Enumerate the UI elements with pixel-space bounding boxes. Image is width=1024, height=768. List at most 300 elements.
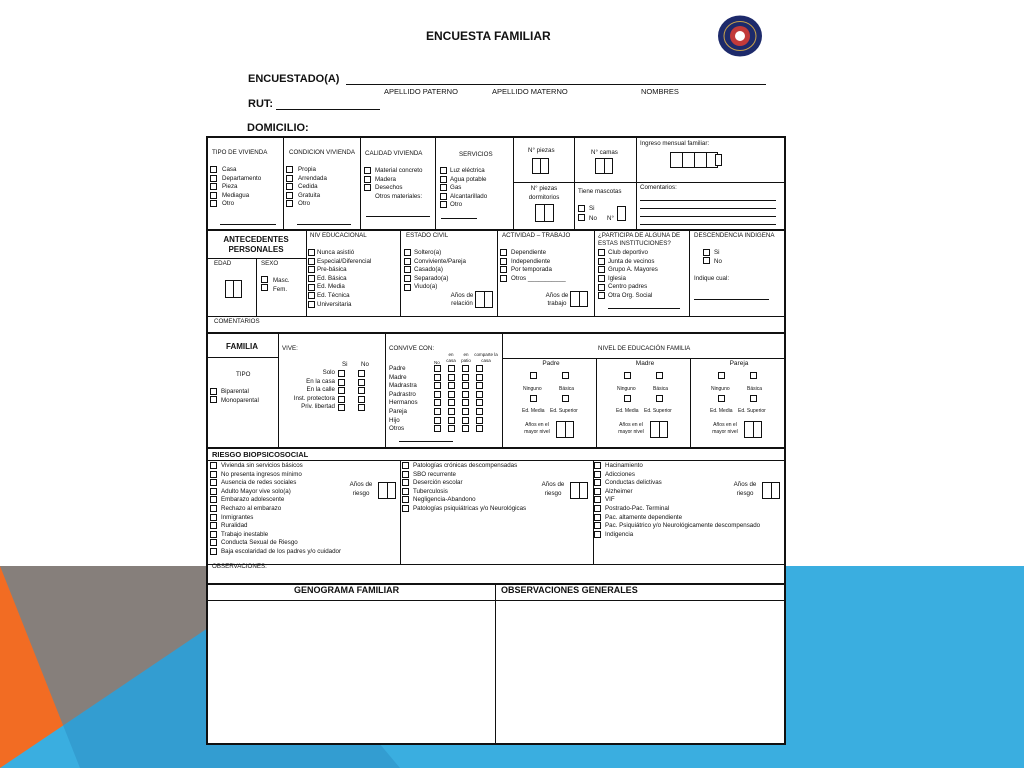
checkbox[interactable] xyxy=(476,417,483,424)
list-item: Mediagua xyxy=(222,191,250,199)
ninguno-label: Ninguno xyxy=(523,386,542,392)
checkbox[interactable] xyxy=(434,374,441,381)
checkbox[interactable] xyxy=(210,531,217,538)
indigena-title: DESCENDENCIA INDIGENA xyxy=(694,232,775,239)
list-item: Dependiente xyxy=(511,249,547,256)
checkbox[interactable] xyxy=(462,408,469,415)
camas-label: N° camas xyxy=(591,149,618,156)
niv-educacional-list xyxy=(317,249,371,309)
checkbox[interactable] xyxy=(358,404,365,411)
list-item: En la calle xyxy=(306,386,335,394)
list-item: Otro xyxy=(222,200,235,208)
checkbox[interactable] xyxy=(624,372,631,379)
checkbox[interactable] xyxy=(308,292,315,299)
list-item: Viudo(a) xyxy=(414,283,438,291)
nivel-col-padre: Padre xyxy=(542,360,560,367)
checkbox[interactable] xyxy=(718,395,725,402)
list-item: Nunca asistió xyxy=(317,249,355,256)
checkbox[interactable] xyxy=(476,391,483,398)
checkbox[interactable] xyxy=(308,249,315,256)
list-item: Otro xyxy=(450,201,463,209)
list-item: Deserción escolar xyxy=(413,479,463,487)
checkbox[interactable] xyxy=(440,184,447,191)
list-item: Gratuita xyxy=(298,191,321,199)
list-item: Club deportivo xyxy=(608,249,648,256)
tipo-vivienda-title: TIPO DE VIVIENDA xyxy=(212,149,268,156)
list-item: Madrastra xyxy=(389,382,417,390)
checkbox[interactable] xyxy=(448,425,455,432)
list-item: Otro xyxy=(298,200,311,208)
list-item: Monoparental xyxy=(221,396,259,404)
antecedentes-title: ANTECEDENTES PERSONALES xyxy=(223,235,289,254)
checkbox[interactable] xyxy=(530,372,537,379)
list-item: Masc. xyxy=(273,277,290,284)
checkbox[interactable] xyxy=(598,284,605,291)
list-item: No xyxy=(714,257,722,265)
checkbox[interactable] xyxy=(462,382,469,389)
mascotas-label: Tiene mascotas xyxy=(578,188,622,195)
checkbox[interactable] xyxy=(656,372,663,379)
ed-media-label: Ed. Media xyxy=(616,408,639,414)
checkbox[interactable] xyxy=(402,479,409,486)
checkbox[interactable] xyxy=(404,284,411,291)
ninguno-label: Ninguno xyxy=(711,386,730,392)
list-item: Pac. Psiquiátrico y/o Neurológicamente descompensado xyxy=(605,522,761,530)
vive-si: Si xyxy=(342,361,348,368)
checkbox[interactable] xyxy=(308,284,315,291)
list-item: Madera xyxy=(375,175,396,183)
checkbox[interactable] xyxy=(598,249,605,256)
checkbox[interactable] xyxy=(358,370,365,377)
observaciones-label: OBSERVACIONES: xyxy=(212,563,267,570)
checkbox[interactable] xyxy=(476,408,483,415)
list-item: Arrendada xyxy=(298,174,327,182)
checkbox[interactable] xyxy=(210,175,217,182)
rut-label: RUT: xyxy=(248,98,274,110)
list-item: Grupo A. Mayores xyxy=(608,266,658,274)
list-item: VIF xyxy=(605,496,615,504)
domicilio-label: DOMICILIO: xyxy=(247,122,309,134)
checkbox[interactable] xyxy=(210,522,217,529)
list-item: Adulto Mayor vive solo(a) xyxy=(221,487,291,495)
list-item: Negligencia-Abandono xyxy=(413,496,476,504)
list-item: Independiente xyxy=(511,257,551,265)
condicion-vivienda-title: CONDICION VIVIENDA xyxy=(289,149,356,156)
list-item: Soltero(a) xyxy=(414,249,442,256)
checkbox[interactable] xyxy=(286,192,293,199)
checkbox[interactable] xyxy=(286,166,293,173)
list-item: Tuberculosis xyxy=(413,487,448,495)
checkbox[interactable] xyxy=(594,488,601,495)
list-item: Universitaria xyxy=(317,300,352,308)
servicios-title: SERVICIOS xyxy=(459,151,493,158)
checkbox[interactable] xyxy=(448,408,455,415)
nivel-col-madre: Madre xyxy=(635,360,655,367)
niv-educacional-title: NIV EDUCACIONAL xyxy=(310,232,367,239)
checkbox[interactable] xyxy=(210,548,217,555)
convive-head-casa: en casa xyxy=(446,352,456,363)
piezas-label: N° piezas xyxy=(528,147,555,154)
checkbox[interactable] xyxy=(364,184,371,191)
checkbox[interactable] xyxy=(440,201,447,208)
estado-civil-list xyxy=(414,249,466,292)
ingreso-input-end[interactable] xyxy=(715,154,722,166)
checkbox[interactable] xyxy=(500,275,507,282)
tipo-label: TIPO xyxy=(236,371,251,378)
form-title: ENCUESTA FAMILIAR xyxy=(426,29,551,43)
checkbox[interactable] xyxy=(358,379,365,386)
checkbox[interactable] xyxy=(462,374,469,381)
list-item: Inmigrantes xyxy=(221,513,254,521)
list-item: Alzheimer xyxy=(605,487,633,495)
mascotas-no: No xyxy=(589,215,597,222)
checkbox[interactable] xyxy=(578,214,585,221)
checkbox[interactable] xyxy=(210,183,217,190)
survey-form xyxy=(206,136,786,745)
apellido-paterno-label: APELLIDO PATERNO xyxy=(384,87,458,96)
list-item: Por temporada xyxy=(511,266,552,274)
ninguno-label: Ninguno xyxy=(617,386,636,392)
list-item: Pac. altamente dependiente xyxy=(605,513,683,521)
convive-head-patio: en patio xyxy=(461,352,471,363)
list-item: Fem. xyxy=(273,285,288,293)
calidad-vivienda-list xyxy=(375,167,422,201)
vive-no: No xyxy=(361,361,369,368)
list-item: Propia xyxy=(298,166,316,173)
list-item: Casa xyxy=(222,166,237,173)
checkbox[interactable] xyxy=(434,425,441,432)
list-item: Baja escolaridad de los padres y/o cuidador xyxy=(221,547,342,555)
apellido-materno-label: APELLIDO MATERNO xyxy=(492,87,568,96)
checkbox[interactable] xyxy=(404,249,411,256)
mascotas-n-input[interactable] xyxy=(617,206,626,221)
convive-head-comparte: comparte la casa xyxy=(474,352,498,363)
checkbox[interactable] xyxy=(598,275,605,282)
tipo-familia-list xyxy=(221,388,259,405)
checkbox[interactable] xyxy=(703,257,710,264)
basica-label: Básica xyxy=(747,386,763,392)
checkbox[interactable] xyxy=(440,193,447,200)
list-item: Ruralidad xyxy=(221,522,248,530)
list-item: Vivienda sin servicios básicos xyxy=(221,462,303,469)
ed-media-label: Ed. Media xyxy=(710,408,733,414)
list-item: Trabajo inestable xyxy=(221,530,269,538)
basica-label: Básica xyxy=(653,386,669,392)
riesgo-col3 xyxy=(605,462,760,539)
checkbox[interactable] xyxy=(402,471,409,478)
checkbox[interactable] xyxy=(338,370,345,377)
list-item: Biparental xyxy=(221,388,249,395)
checkbox[interactable] xyxy=(210,505,217,512)
edad-label: EDAD xyxy=(214,260,232,267)
anos-relacion-label: Años de relación xyxy=(450,292,474,307)
checkbox[interactable] xyxy=(476,365,483,372)
checkbox[interactable] xyxy=(210,396,217,403)
checkbox[interactable] xyxy=(210,488,217,495)
checkbox[interactable] xyxy=(434,417,441,424)
checkbox[interactable] xyxy=(476,425,483,432)
ed-superior-label: Ed. Superior xyxy=(738,408,766,414)
checkbox[interactable] xyxy=(448,365,455,372)
checkbox[interactable] xyxy=(338,404,345,411)
checkbox[interactable] xyxy=(598,292,605,299)
checkbox[interactable] xyxy=(210,471,217,478)
checkbox[interactable] xyxy=(476,399,483,406)
list-item: Patologías crónicas descompensadas xyxy=(413,462,518,469)
indique-label: Indique cual: xyxy=(694,275,730,282)
list-item: Departamento xyxy=(222,174,262,182)
checkbox[interactable] xyxy=(308,258,315,265)
list-item: Conductas delictivas xyxy=(605,479,662,487)
genograma-area[interactable] xyxy=(209,602,494,744)
checkbox[interactable] xyxy=(594,531,601,538)
checkbox[interactable] xyxy=(402,488,409,495)
list-item: Casado(a) xyxy=(414,266,443,274)
list-item: Pre-básica xyxy=(317,266,347,274)
checkbox[interactable] xyxy=(210,479,217,486)
checkbox[interactable] xyxy=(656,395,663,402)
checkbox[interactable] xyxy=(440,176,447,183)
checkbox[interactable] xyxy=(434,391,441,398)
riesgo-col2 xyxy=(413,462,526,514)
encuestado-field[interactable] xyxy=(346,84,766,85)
mascotas-si: Si xyxy=(589,205,595,212)
list-item: Otra Org. Social xyxy=(608,291,653,299)
checkbox[interactable] xyxy=(598,266,605,273)
checkbox[interactable] xyxy=(308,266,315,273)
checkbox[interactable] xyxy=(210,388,217,395)
checkbox[interactable] xyxy=(500,258,507,265)
list-item: Iglesia xyxy=(608,274,626,282)
checkbox[interactable] xyxy=(404,275,411,282)
list-item: Ed. Media xyxy=(317,283,345,291)
list-item: Madre xyxy=(389,373,407,381)
convive-label: CONVIVE CON: xyxy=(389,345,435,352)
list-item: Hacinamiento xyxy=(605,462,643,469)
observaciones-generales-title: OBSERVACIONES GENERALES xyxy=(501,585,638,595)
list-item: Rechazo al embarazo xyxy=(221,504,282,512)
checkbox[interactable] xyxy=(210,514,217,521)
condicion-vivienda-list xyxy=(298,166,327,209)
list-item: Gas xyxy=(450,184,462,192)
checkbox[interactable] xyxy=(448,399,455,406)
vive-label: VIVE: xyxy=(282,345,298,352)
list-item: Conviviente/Pareja xyxy=(414,257,466,265)
checkbox[interactable] xyxy=(404,266,411,273)
anos-mayor-nivel-label: Años en el mayor nivel xyxy=(618,422,644,435)
rut-field[interactable] xyxy=(276,109,380,110)
list-item: Junta de vecinos xyxy=(608,257,655,265)
checkbox[interactable] xyxy=(210,192,217,199)
checkbox[interactable] xyxy=(448,417,455,424)
list-item: Ed. Básica xyxy=(317,274,347,282)
list-item: No presenta ingresos mínimo xyxy=(221,470,302,478)
checkbox[interactable] xyxy=(404,258,411,265)
checkbox[interactable] xyxy=(562,372,569,379)
list-item: Hermanos xyxy=(389,399,418,407)
anos-riesgo-2: Años de riesgo xyxy=(541,481,565,497)
checkbox[interactable] xyxy=(578,205,585,212)
checkbox[interactable] xyxy=(434,408,441,415)
comentarios-antecedentes: COMENTARIOS xyxy=(214,318,260,325)
mascotas-n: N° xyxy=(607,215,614,222)
institution-seal-icon xyxy=(716,14,764,58)
anos-mayor-nivel-label: Años en el mayor nivel xyxy=(712,422,738,435)
checkbox[interactable] xyxy=(594,522,601,529)
checkbox[interactable] xyxy=(338,379,345,386)
list-item: Otros materiales: xyxy=(375,192,423,200)
convive-list xyxy=(389,365,418,434)
indigena-list xyxy=(714,249,722,266)
checkbox[interactable] xyxy=(462,391,469,398)
estado-civil-title: ESTADO CIVIL xyxy=(406,232,449,239)
checkbox[interactable] xyxy=(750,395,757,402)
list-item: Conducta Sexual de Riesgo xyxy=(221,539,298,547)
list-item: Pieza xyxy=(222,183,238,191)
actividad-list xyxy=(511,249,566,283)
checkbox[interactable] xyxy=(286,183,293,190)
participa-list xyxy=(608,249,658,301)
checkbox[interactable] xyxy=(500,249,507,256)
checkbox[interactable] xyxy=(448,391,455,398)
list-item: Alcantarillado xyxy=(450,192,488,200)
list-item: Ed. Técnica xyxy=(317,291,350,299)
checkbox[interactable] xyxy=(594,462,601,469)
ingreso-label: Ingreso mensual familiar: xyxy=(640,140,710,147)
list-item: Desechos xyxy=(375,184,403,192)
comentarios-label: Comentarios: xyxy=(640,184,677,191)
list-item: Padre xyxy=(389,365,406,372)
servicios-list xyxy=(450,167,487,210)
checkbox[interactable] xyxy=(434,382,441,389)
checkbox[interactable] xyxy=(210,166,217,173)
checkbox[interactable] xyxy=(594,479,601,486)
checkbox[interactable] xyxy=(364,176,371,183)
list-item: Agua potable xyxy=(450,175,487,183)
checkbox[interactable] xyxy=(476,374,483,381)
ed-superior-label: Ed. Superior xyxy=(550,408,578,414)
list-item: Ausencia de redes sociales xyxy=(221,479,297,487)
checkbox[interactable] xyxy=(261,284,268,291)
genograma-title: GENOGRAMA FAMILIAR xyxy=(294,585,400,595)
sexo-label: SEXO xyxy=(261,260,279,267)
checkbox[interactable] xyxy=(562,395,569,402)
list-item: Luz eléctrica xyxy=(450,167,485,174)
checkbox[interactable] xyxy=(624,395,631,402)
list-item: Separado(a) xyxy=(414,274,449,282)
checkbox[interactable] xyxy=(594,471,601,478)
checkbox[interactable] xyxy=(308,301,315,308)
checkbox[interactable] xyxy=(462,425,469,432)
checkbox[interactable] xyxy=(358,396,365,403)
checkbox[interactable] xyxy=(448,382,455,389)
actividad-title: ACTIVIDAD – TRABAJO xyxy=(502,232,571,239)
checkbox[interactable] xyxy=(402,496,409,503)
list-item: Centro padres xyxy=(608,283,648,291)
list-item: Otros ___________ xyxy=(511,274,566,282)
observaciones-generales-area[interactable] xyxy=(497,602,783,744)
checkbox[interactable] xyxy=(402,462,409,469)
list-item: Patologías psiquiátricas y/o Neurológicas xyxy=(413,504,527,512)
checkbox[interactable] xyxy=(594,514,601,521)
list-item: Pareja xyxy=(389,407,407,415)
anos-riesgo-3: Años de riesgo xyxy=(733,481,757,497)
checkbox[interactable] xyxy=(594,505,601,512)
anos-riesgo-1: Años de riesgo xyxy=(349,481,373,497)
ed-superior-label: Ed. Superior xyxy=(644,408,672,414)
list-item: SBO recurrente xyxy=(413,470,456,478)
checkbox[interactable] xyxy=(210,200,217,207)
checkbox[interactable] xyxy=(462,399,469,406)
checkbox[interactable] xyxy=(434,399,441,406)
checkbox[interactable] xyxy=(358,387,365,394)
convive-head-no: No xyxy=(434,360,440,365)
checkbox[interactable] xyxy=(286,200,293,207)
list-item: Solo xyxy=(322,369,335,376)
list-item: Postrado-Pac. Terminal xyxy=(605,504,670,512)
encuestado-label: ENCUESTADO(A) xyxy=(248,73,340,85)
list-item: Otros xyxy=(389,425,405,433)
checkbox[interactable] xyxy=(462,417,469,424)
checkbox[interactable] xyxy=(210,496,217,503)
checkbox[interactable] xyxy=(476,382,483,389)
checkbox[interactable] xyxy=(402,505,409,512)
list-item: Cedida xyxy=(298,183,318,191)
list-item: Indigencia xyxy=(605,530,634,538)
sexo-list xyxy=(273,277,290,294)
checkbox[interactable] xyxy=(750,372,757,379)
list-item: Embarazo adolescente xyxy=(221,496,285,504)
list-item: Adicciones xyxy=(605,470,635,478)
checkbox[interactable] xyxy=(594,496,601,503)
checkbox[interactable] xyxy=(598,258,605,265)
checkbox[interactable] xyxy=(500,266,507,273)
checkbox[interactable] xyxy=(448,374,455,381)
checkbox[interactable] xyxy=(338,387,345,394)
checkbox[interactable] xyxy=(462,365,469,372)
checkbox[interactable] xyxy=(364,167,371,174)
familia-title: FAMILIA xyxy=(226,342,258,351)
checkbox[interactable] xyxy=(210,462,217,469)
checkbox[interactable] xyxy=(338,396,345,403)
anos-trabajo-label: Años de trabajo xyxy=(545,292,569,307)
checkbox[interactable] xyxy=(308,275,315,282)
list-item: Especial/Diferencial xyxy=(317,257,372,265)
list-item: Si xyxy=(714,249,720,256)
calidad-vivienda-title: CALIDAD VIVIENDA xyxy=(365,150,423,157)
riesgo-col1 xyxy=(221,462,341,557)
nivel-col-pareja: Pareja xyxy=(729,360,749,367)
checkbox[interactable] xyxy=(530,395,537,402)
anos-mayor-nivel-label: Años en el mayor nivel xyxy=(524,422,550,435)
checkbox[interactable] xyxy=(440,167,447,174)
checkbox[interactable] xyxy=(286,175,293,182)
list-item: Priv. libertad xyxy=(301,403,335,411)
checkbox[interactable] xyxy=(718,372,725,379)
checkbox[interactable] xyxy=(261,276,268,283)
checkbox[interactable] xyxy=(703,249,710,256)
vive-list xyxy=(282,369,335,412)
list-item: Material concreto xyxy=(375,167,423,174)
ed-media-label: Ed. Media xyxy=(522,408,545,414)
checkbox[interactable] xyxy=(434,365,441,372)
checkbox[interactable] xyxy=(210,539,217,546)
riesgo-title: RIESGO BIOPSICOSOCIAL xyxy=(212,450,309,459)
basica-label: Básica xyxy=(559,386,575,392)
participa-title: ¿PARTICIPA DE ALGUNA DE ESTAS INSTITUCIONES? xyxy=(598,232,681,247)
list-item: Padrastro xyxy=(389,390,416,398)
list-item: En la casa xyxy=(306,377,335,385)
